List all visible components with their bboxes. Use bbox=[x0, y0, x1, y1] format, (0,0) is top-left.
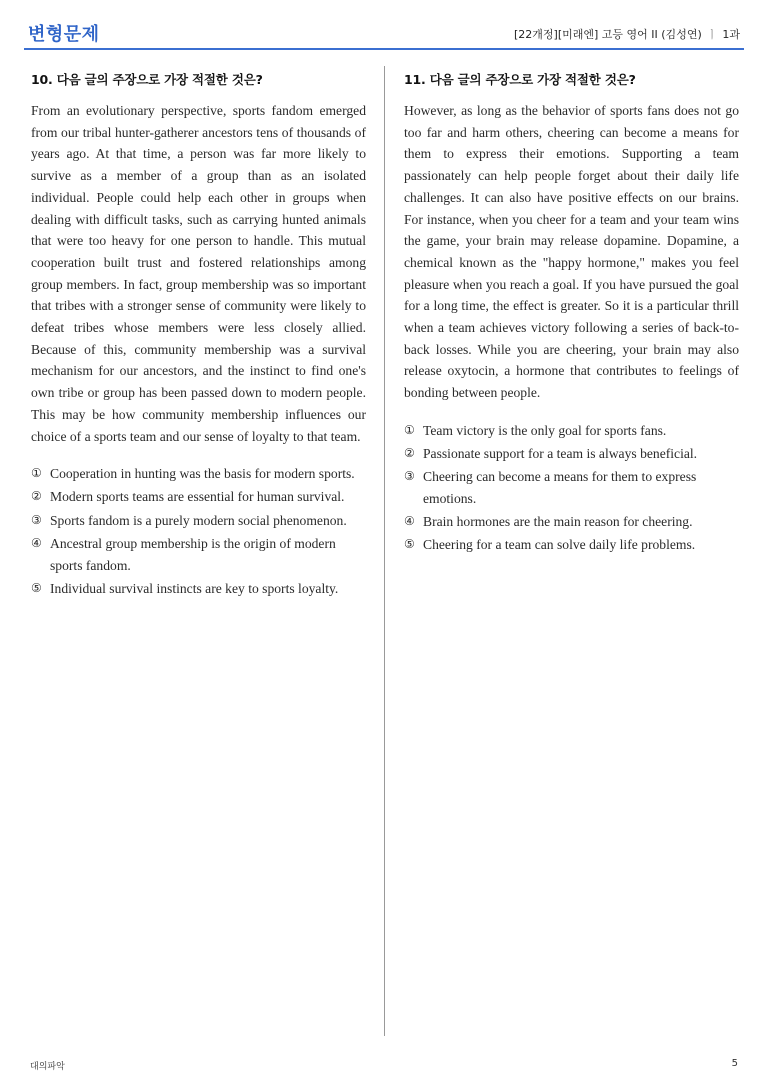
choice-number: ③ bbox=[404, 469, 415, 484]
lesson-label: 1과 bbox=[722, 28, 740, 41]
choice-text: Cheering can become a means for them to express emotions. bbox=[423, 469, 697, 506]
column-divider bbox=[384, 66, 385, 1036]
choice-list bbox=[31, 463, 366, 599]
choice-text: Passionate support for a team is always beneficial. bbox=[423, 446, 698, 462]
question-10 bbox=[31, 70, 366, 601]
choice-text: Modern sports teams are essential for human survival. bbox=[50, 489, 345, 505]
choice-item[interactable] bbox=[404, 466, 739, 509]
choice-number: ② bbox=[404, 446, 415, 461]
choice-text: Team victory is the only goal for sports fans. bbox=[423, 422, 667, 438]
choice-number: ⑤ bbox=[404, 537, 415, 552]
choice-item[interactable] bbox=[404, 443, 739, 465]
choice-number: ③ bbox=[31, 512, 42, 527]
page-header bbox=[24, 18, 744, 50]
header-separator: ㅣ bbox=[706, 28, 718, 41]
footer-category: 대의파악 bbox=[30, 1062, 65, 1072]
choice-item[interactable] bbox=[404, 511, 739, 533]
choice-list bbox=[404, 420, 739, 556]
course-title: [22개정][미래엔] 고등 영어 II (김성연) bbox=[514, 28, 702, 41]
question-title: 11. 다음 글의 주장으로 가장 적절한 것은? bbox=[404, 72, 636, 87]
choice-number: ⑤ bbox=[31, 580, 42, 595]
question-title: 10. 다음 글의 주장으로 가장 적절한 것은? bbox=[31, 72, 263, 87]
choice-text: Cooperation in hunting was the basis for modern sports. bbox=[50, 466, 355, 482]
page-number: 5 bbox=[731, 1058, 738, 1069]
choice-item[interactable] bbox=[404, 420, 739, 442]
choice-number: ② bbox=[31, 489, 42, 504]
choice-item[interactable] bbox=[404, 534, 739, 556]
choice-item[interactable] bbox=[31, 463, 366, 485]
choice-item[interactable] bbox=[31, 486, 366, 508]
choice-item[interactable] bbox=[31, 533, 366, 576]
choice-text: Cheering for a team can solve daily life problems. bbox=[423, 537, 696, 553]
choice-item[interactable] bbox=[31, 578, 366, 600]
course-info bbox=[514, 26, 740, 42]
question-11 bbox=[404, 70, 739, 558]
choice-text: Brain hormones are the main reason for cheering. bbox=[423, 514, 693, 530]
choice-item[interactable] bbox=[31, 510, 366, 532]
choice-number: ④ bbox=[404, 514, 415, 529]
question-passage: However, as long as the behavior of sports fans does not go too far and harm others, cheering can become a means for them to express their emotions. Supporting a team passionately can help people forget about their daily life challenges. It can also have positive effects on our brains. For instance, when you cheer for a team and your team wins the game, your brain may release dopamine. Dopamine, a chemical known as the "happy hormone," makes you feel pleasure when you reach a goal. If you have pursued the goal for a long time, the effect is greater. So it is a particular thrill when a team achieves victory following a series of back-to-back losses. While you are cheering, your brain may also release oxytocin, a hormone that contributes to feelings of bonding between people. bbox=[404, 103, 739, 401]
choice-number: ① bbox=[404, 422, 415, 437]
question-passage: From an evolutionary perspective, sports fandom emerged from our tribal hunter-gatherer ancestors tens of thousands of years ago. At that time, a person was far more likely to survive as a member of a group than as an isolated individual. People could help each other in groups when dealing with difficult tasks, such as carrying hunted animals that were too heavy for one person to handle. This mutual cooperation built trust and fostered relationships among group members. In fact, group membership was so important that tribes with a stronger sense of community were likely to defeat tribes whose members were less closely allied. Because of this, community membership was a survival mechanism for our ancestors, and the instinct to find one's own tribe or group has been passed down to modern people. This may be how community membership influences our choice of a sports team and our sense of loyalty to that team. bbox=[31, 103, 366, 444]
choice-number: ④ bbox=[31, 535, 42, 550]
choice-text: Individual survival instincts are key to sports loyalty. bbox=[50, 580, 339, 596]
brand-title: 변형문제 bbox=[28, 24, 100, 45]
choice-text: Ancestral group membership is the origin of modern sports fandom. bbox=[50, 535, 336, 573]
choice-number: ① bbox=[31, 466, 42, 481]
choice-text: Sports fandom is a purely modern social phenomenon. bbox=[50, 512, 347, 528]
